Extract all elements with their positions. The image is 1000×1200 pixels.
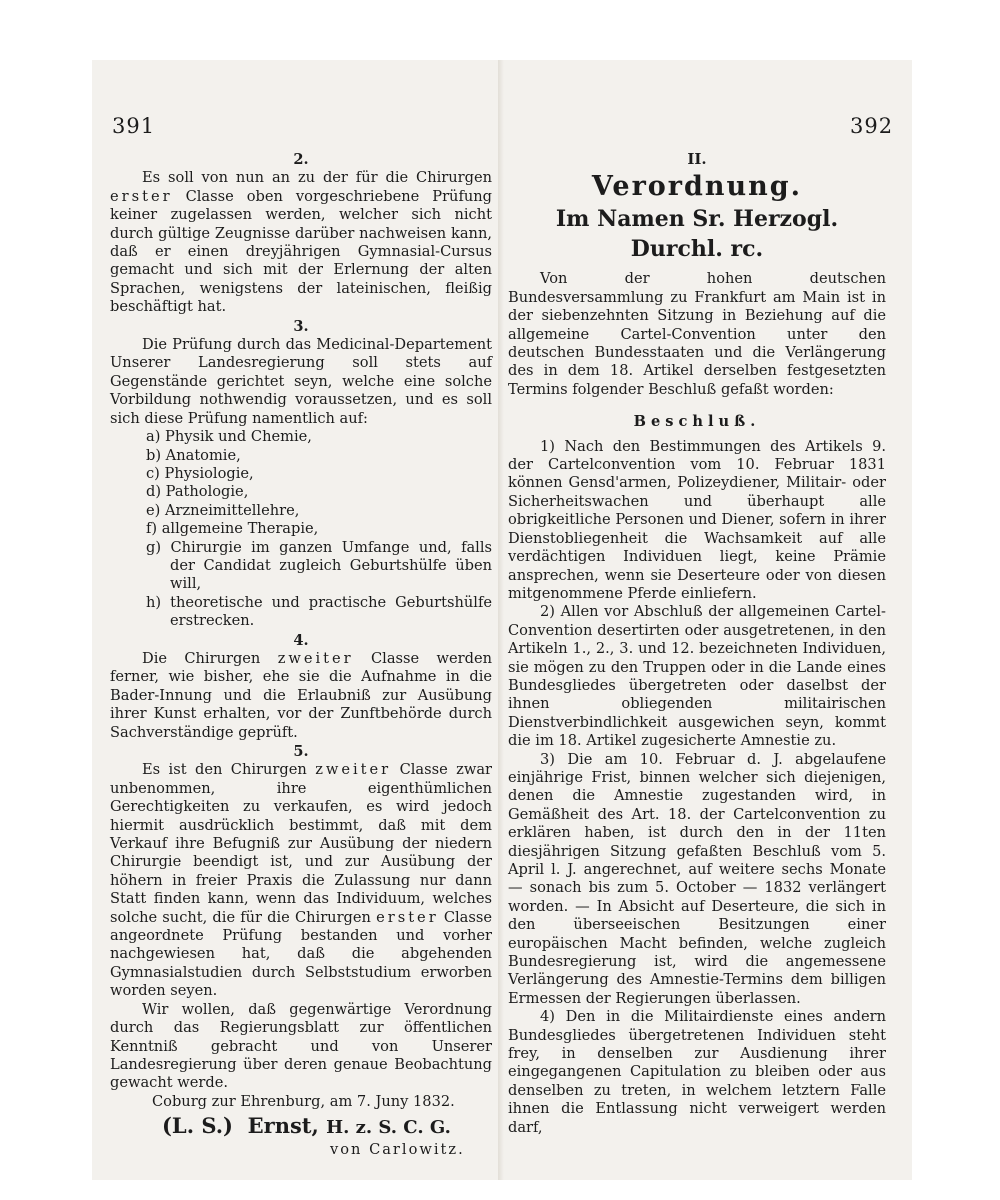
section-3-text: Die Prüfung durch das Medicinal-Departement Unserer Landesregierung soll stets auf Gegenstände gerichtet seyn, welche eine solche Vorbildung nothwendig voraussetzen, und es soll sich diese Prüfung namentlich auf: xyxy=(110,336,492,427)
seal-mark: (L. S.) xyxy=(162,1113,233,1139)
resolution-paragraph-1: 1) Nach den Bestimmungen des Artikels 9. der Cartelconvention vom 10. Februar 1831 können Gensd'armen, Polizeydiener, Militair- oder Sicherheitswachen und überhaupt alle obrigkeitliche Personen und Diener, sofern in ihrer Dienstobliegenheit die Wachsamkeit auf alle verdächtigen Individuen liegt, keine Prämie ansprechen, wenn sie Deserteure oder von diesen mitgenommene Pferde einliefern. xyxy=(508,437,886,602)
section-number: 2. xyxy=(293,151,309,168)
decree-invocation: Im Namen Sr. Herzogl. Durchl. rc. xyxy=(555,206,839,263)
resolution-paragraph-2: 2) Allen vor Abschluß der allgemeinen Cartel-Convention desertirten oder ausgetretenen, in den Artikeln 1., 2., 3. und 12. bezeichneten Individuen, sie mögen zu den Truppen oder in die Lande eines Bundesgliedes übergetreten oder daselbst der ihnen obliegenden militairischen Dienstverbindlichkeit ausgewichen seyn, kommt die im 18. Artikel zugesicherte Amnestie zu. xyxy=(508,603,886,750)
signature-initials: H. z. S. C. G. xyxy=(326,1117,451,1139)
emphasis-text: zweiter xyxy=(277,649,354,667)
exam-subjects-list xyxy=(110,428,492,630)
section-4-text: Die Chirurgen zweiter Classe werden ferner, wie bisher, ehe sie die Aufnahme in die Bader-Innung und die Erlaubniß zur Ausübung ihrer Kunst erhalten, vor der Zunftbehörde durch Sachverständige geprüft. xyxy=(110,649,492,741)
decree-number: II. xyxy=(687,150,707,168)
list-item: b) Anatomie, xyxy=(146,446,241,464)
resolution-paragraph-4: 4) Den in die Militairdienste eines andern Bundesgliedes übergetretenen Individuen steht frey, in denselben zur Ausdienung ihrer eingegangenen Capitulation zu bleiben oder aus denselben zu treten, in welchem letztern Falle ihnen die Entlassung nicht verweigert werden darf, xyxy=(508,1008,886,1136)
closing-text: Wir wollen, daß gegenwärtige Verordnung durch das Regierungsblatt zur öffentlichen Kenntniß gebracht und von Unserer Landesregierung über deren genaue Beobachtung gewacht werde. xyxy=(110,1000,492,1092)
left-column xyxy=(110,150,492,1160)
list-item: h) theoretische und practische Geburtshülfe erstrecken. xyxy=(146,593,492,630)
list-item: g) Chirurgie im ganzen Umfange und, falls der Candidat zugleich Geburtshülfe üben will, xyxy=(146,538,492,593)
resolution-paragraph-3: 3) Die am 10. Februar d. J. abgelaufene einjährige Frist, binnen welcher sich diejenigen, denen die Amnestie zugestanden wird, in Gemäßheit des Art. 18. der Cartelconvention zu erklären haben, ist durch den in der 11ten diesjährigen Sitzung gefaßten Beschluß vom 5. April l. J. angerechnet, auf weitere sechs Monate — sonach bis zum 5. October — 1832 verlängert worden. — In Absicht auf Deserteure, die sich in den überseeischen Besitzungen einer europäischen Macht befinden, welche zugleich Bundesregierung ist, wird die angemessene Verlängerung des Amnestie-Termins dem billigen Ermessen der Regierungen überlassen. xyxy=(508,750,886,1007)
list-item: f) allgemeine Therapie, xyxy=(146,520,319,538)
section-number: 4. xyxy=(293,631,309,649)
emphasis-text: erster xyxy=(376,908,439,926)
emphasis-text: erster xyxy=(110,187,173,205)
decree-title: Verordnung. xyxy=(591,171,803,203)
book-spine xyxy=(498,60,504,1180)
section-5-text: Es ist den Chirurgen zweiter Classe zwar unbenommen, ihre eigenthümlichen Gerechtigkeiten zu verkaufen, es wird jedoch hiermit ausdrücklich bestimmt, daß mit dem Verkauf ihre Befugniß zur Ausübung der niedern Chirurgie beendigt ist, und zur Ausübung der höhern in freier Praxis die Zulassung nur dann Statt finden kann, wenn das Individuum, welches solche sucht, die für die Chirurgen erster Classe angeordnete Prüfung bestanden und vorher nachgewiesen hat, daß die abgehenden Gymnasialstudien durch Selbststudium erworben worden seyen. xyxy=(110,761,492,1000)
countersignature: von Carlowitz. xyxy=(330,1141,465,1159)
left-page-number: 391 xyxy=(112,114,156,138)
right-column xyxy=(508,150,886,1137)
signature-name: Ernst, xyxy=(247,1113,319,1139)
list-item: e) Arzneimittellehre, xyxy=(146,501,300,519)
signature-line xyxy=(110,1113,492,1141)
list-item: d) Pathologie, xyxy=(146,483,249,501)
decree-intro: Von der hohen deutschen Bundesversammlung zu Frankfurt am Main ist in der siebenzehnten Sitzung in Beziehung auf die allgemeine Cartel-Convention unter den deutschen Bundesstaaten und die Verlängerung des in dem 18. Artikel derselben festgesetzten Termins folgender Beschluß gefaßt worden: xyxy=(508,270,886,398)
right-page-number: 392 xyxy=(850,114,894,138)
emphasis-text: zweiter xyxy=(315,761,392,779)
section-number: 3. xyxy=(293,317,309,335)
section-number: 5. xyxy=(293,743,309,760)
place-date: Coburg zur Ehrenburg, am 7. Juny 1832. xyxy=(152,1092,455,1110)
resolution-title: Beschluß. xyxy=(633,413,761,431)
list-item: a) Physik und Chemie, xyxy=(146,428,312,446)
list-item: c) Physiologie, xyxy=(146,464,254,482)
section-2-text: Es soll von nun an zu der für die Chirurgen erster Classe oben vorgeschriebene Prüfung keiner zugelassen werden, welcher sich nicht durch gültige Zeugnisse darüber nachweisen kann, daß er einen dreyjährigen Gymnasial-Cursus gemacht und sich mit der Erlernung der alten Sprachen, wenigstens der lateinischen, fleißig beschäftigt hat. xyxy=(110,169,492,316)
